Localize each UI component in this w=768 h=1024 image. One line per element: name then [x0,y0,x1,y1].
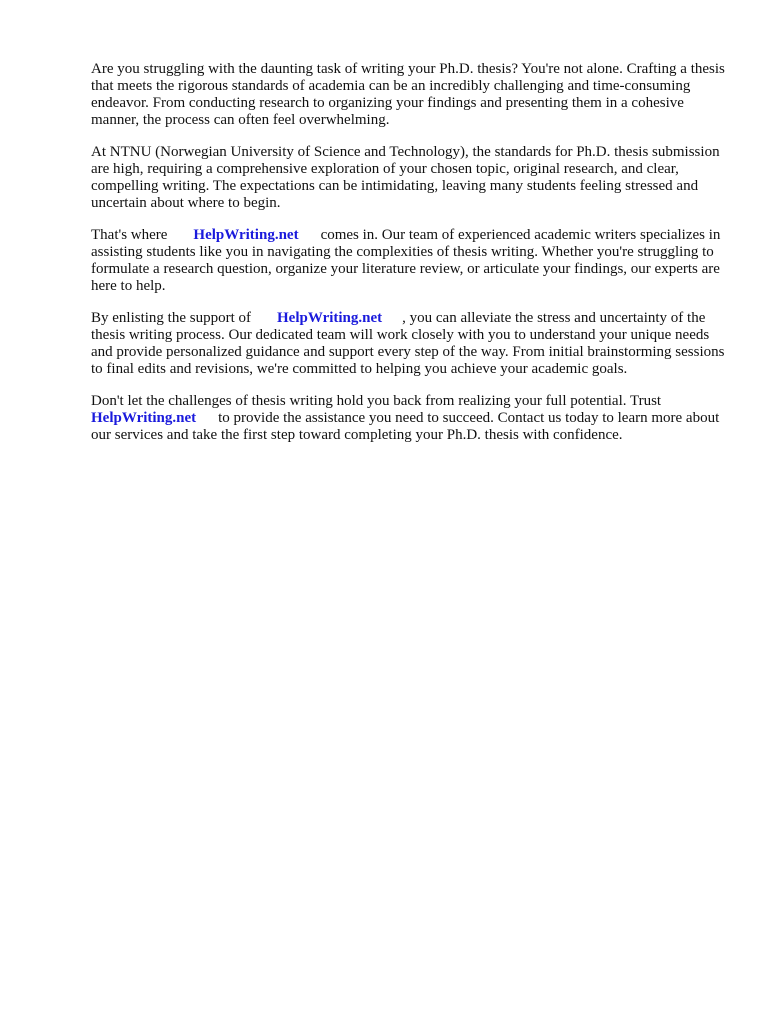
paragraph-enlisting-before: By enlisting the support of [91,310,251,326]
paragraph-cta-before: Don't let the challenges of thesis writing hold you back from realizing your full potential. Trust [91,393,662,409]
paragraph-thats-where-before: That's where [91,227,168,243]
paragraph-call-to-action [91,393,731,444]
paragraph-thats-where-after: comes in. Our team of experienced academic writers specializes in assisting students like you in navigating the complexities of thesis writing. Whether you're struggling to formulate a research question, organize your literature review, or articulate your findings, our experts are here to help. [91,227,721,294]
paragraph-intro [91,61,731,129]
paragraph-ntnu-text: At NTNU (Norwegian University of Science and Technology), the standards for Ph.D. thesis submission are high, requiring a comprehensive exploration of your chosen topic, original research, and clear, compelling writing. The expectations can be intimidating, leaving many students feeling stressed and uncertain about where to begin. [91,144,720,211]
paragraph-intro-text: Are you struggling with the daunting task of writing your Ph.D. thesis? You're not alone. Crafting a thesis that meets the rigorous standards of academia can be an incredibly challenging and time-consuming endeavor. From conducting research to organizing your findings and presenting them in a cohesive manner, the process can often feel overwhelming. [91,61,725,128]
paragraph-enlisting-after: , you can alleviate the stress and uncertainty of the thesis writing process. Our dedicated team will work closely with you to understand your unique needs and provide personalized guidance and support every step of the way. From initial brainstorming sessions to final edits and revisions, we're committed to helping you achieve your academic goals. [91,310,725,377]
paragraph-thats-where [91,227,731,295]
paragraph-cta-after: to provide the assistance you need to succeed. Contact us today to learn more about our services and take the first step toward completing your Ph.D. thesis with confidence. [91,410,720,443]
helpwriting-link-3[interactable]: HelpWriting.net [91,410,197,426]
helpwriting-link-2[interactable]: HelpWriting.net [277,310,383,326]
paragraph-ntnu-standards [91,144,731,212]
helpwriting-link-1[interactable]: HelpWriting.net [193,227,299,243]
paragraph-enlisting-support [91,310,731,378]
document-body [91,61,731,459]
